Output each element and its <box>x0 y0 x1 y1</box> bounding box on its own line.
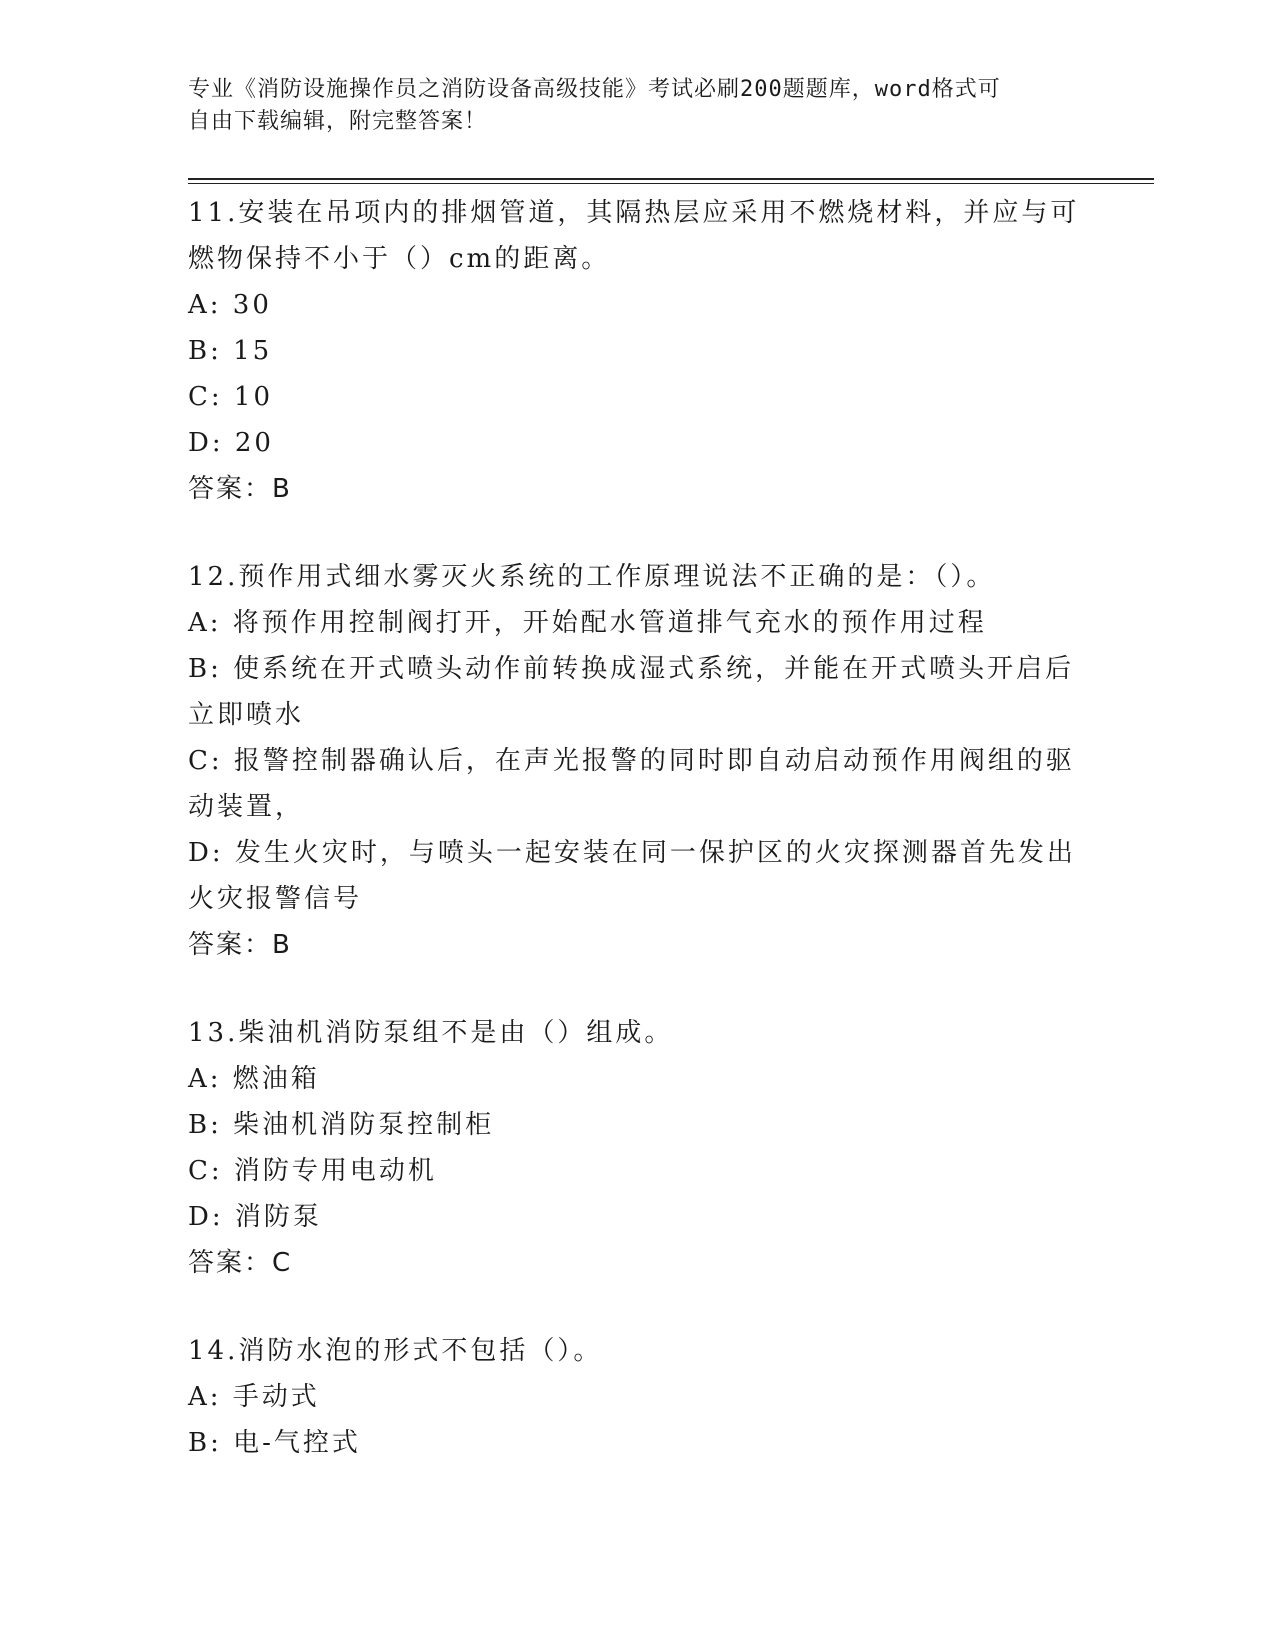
header-line-1: 专业《消防设施操作员之消防设备高级技能》考试必刷200题题库，word格式可 <box>188 77 1001 102</box>
question-stem-continued: 燃物保持不小于（）cm的距离。 <box>188 244 611 274</box>
document-header <box>188 74 1068 138</box>
option-a: A: 30 <box>188 290 272 320</box>
option-c-continued: 动装置， <box>188 792 305 822</box>
question-13 <box>188 1010 1088 1286</box>
answer: 答案：C <box>188 1248 293 1278</box>
option-d: D: 发生火灾时，与喷头一起安装在同一保护区的火灾探测器首先发出 <box>188 838 1076 868</box>
option-b: B: 柴油机消防泵控制柜 <box>188 1110 495 1140</box>
option-a: A: 燃油箱 <box>188 1064 320 1094</box>
question-list <box>188 190 1088 1508</box>
option-c: C: 消防专用电动机 <box>188 1156 437 1186</box>
header-divider-thin <box>188 183 1154 184</box>
answer: 答案：B <box>188 474 292 504</box>
option-b: B: 电-气控式 <box>188 1428 361 1458</box>
question-stem: 13.柴油机消防泵组不是由（）组成。 <box>188 1018 674 1048</box>
option-b-continued: 立即喷水 <box>188 700 305 730</box>
question-stem: 12.预作用式细水雾灭火系统的工作原理说法不正确的是：（）。 <box>188 562 996 592</box>
question-11 <box>188 190 1088 512</box>
question-14 <box>188 1328 1088 1466</box>
option-c: C: 报警控制器确认后，在声光报警的同时即自动启动预作用阀组的驱 <box>188 746 1075 776</box>
option-a: A: 手动式 <box>188 1382 320 1412</box>
header-divider-thick <box>188 178 1154 180</box>
option-a: A: 将预作用控制阀打开，开始配水管道排气充水的预作用过程 <box>188 608 987 638</box>
option-c: C: 10 <box>188 382 274 412</box>
option-d-continued: 火灾报警信号 <box>188 884 363 914</box>
option-d: D: 消防泵 <box>188 1202 322 1232</box>
question-12 <box>188 554 1088 968</box>
question-stem: 14.消防水泡的形式不包括（）。 <box>188 1336 603 1366</box>
header-line-2: 自由下载编辑，附完整答案！ <box>188 109 488 134</box>
answer: 答案：B <box>188 930 292 960</box>
question-stem: 11.安装在吊项内的排烟管道，其隔热层应采用不燃烧材料，并应与可 <box>188 198 1080 228</box>
option-b: B: 使系统在开式喷头动作前转换成湿式系统，并能在开式喷头开启后 <box>188 654 1075 684</box>
option-b: B: 15 <box>188 336 273 366</box>
option-d: D: 20 <box>188 428 274 458</box>
